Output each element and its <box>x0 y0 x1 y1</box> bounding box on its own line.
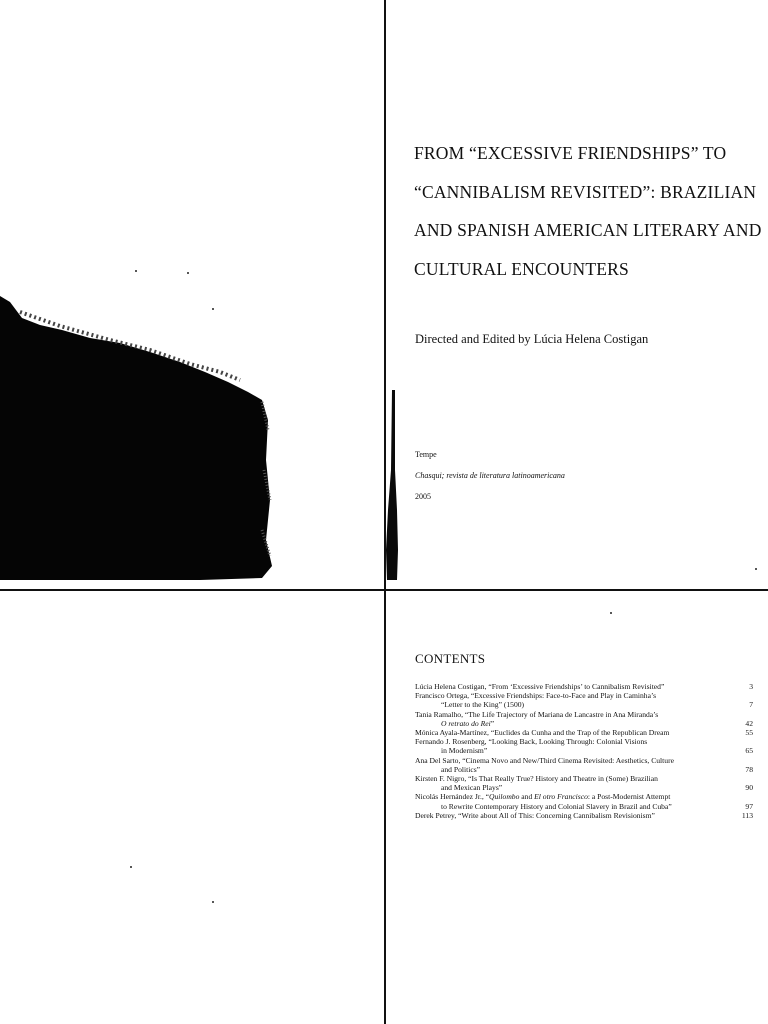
contents-heading: CONTENTS <box>415 651 486 666</box>
speck <box>755 568 757 570</box>
title-line-3: AND SPANISH AMERICAN LITERARY AND <box>414 220 762 240</box>
title-line-4: CULTURAL ENCOUNTERS <box>414 258 629 279</box>
toc-page-number: 42 <box>745 718 753 728</box>
toc-page-number: 55 <box>745 728 753 738</box>
toc-entry <box>415 728 753 737</box>
table-of-contents <box>415 682 753 820</box>
toc-entry <box>415 682 753 691</box>
blank-verso-page <box>0 0 384 589</box>
toc-entry <box>415 737 753 755</box>
toc-page-number: 113 <box>741 810 753 820</box>
contents-page <box>386 591 768 1024</box>
toc-entry <box>415 811 753 820</box>
subtitle-text: : a Post-Modernist Attempt <box>587 792 671 802</box>
toc-entry <box>415 691 753 709</box>
toc-entry-continuation: “Letter to the King” (1500) <box>441 700 525 710</box>
toc-entry-text: Kirsten F. Nigro, “Is That Really True? History and Theatre in (Some) Brazilian <box>415 774 658 784</box>
scan-shadow <box>0 0 384 589</box>
toc-entry-text: Mónica Ayala-Martínez, “Euclides da Cunha and the Trap of the Republican Dream <box>415 728 670 738</box>
book-title <box>414 134 762 288</box>
title-page <box>386 0 768 589</box>
speck <box>212 901 214 903</box>
work-title-italic: O retrato do Rei <box>441 718 491 728</box>
toc-entry-text: Lúcia Helena Costigan, “From ‘Excessive Friendships’ to Cannibalism Revisited” <box>415 682 665 691</box>
toc-page-number: 65 <box>745 746 753 756</box>
publication-year: 2005 <box>415 492 431 501</box>
toc-entry-text: Derek Petrey, “Write about All of This: Concerning Cannibalism Revisionism” <box>415 810 655 820</box>
toc-entry <box>415 756 753 774</box>
toc-page-number: 78 <box>745 764 753 774</box>
toc-page-number: 7 <box>749 700 753 710</box>
publisher-place: Tempe <box>415 450 437 459</box>
author-text: Nicolás Hernández Jr., “ <box>415 792 490 802</box>
toc-entry-text: Fernando J. Rosenberg, “Looking Back, Looking Through: Colonial Visions <box>415 737 648 747</box>
toc-page-number: 90 <box>745 783 753 793</box>
toc-entry-continuation: and Politics” <box>441 764 481 774</box>
toc-entry-continuation: in Modernism” <box>441 746 488 756</box>
work-title-italic: El otro Francisco <box>534 792 588 802</box>
editor-credit: Directed and Edited by Lúcia Helena Costigan <box>415 332 649 346</box>
imprint <box>415 444 565 507</box>
speck <box>610 612 612 614</box>
toc-entry-text: Tania Ramalho, “The Life Trajectory of Mariana de Lancastre in Ana Miranda’s <box>415 709 659 719</box>
speck <box>130 866 132 868</box>
toc-page-number: 3 <box>749 682 753 691</box>
speck <box>135 270 137 272</box>
toc-entry-text <box>415 792 670 801</box>
title-line-2: “CANNIBALISM REVISITED”: BRAZILIAN <box>414 181 757 202</box>
spine-divider <box>384 0 386 1024</box>
toc-entry <box>415 774 753 792</box>
speck <box>212 308 214 310</box>
toc-entry-continuation <box>415 719 733 728</box>
toc-entry-continuation: to Rewrite Contemporary History and Colonial Slavery in Brazil and Cuba” <box>441 801 672 811</box>
toc-page-number: 97 <box>745 801 753 811</box>
toc-entry-text: Francisco Ortega, “Excessive Friendships: Face-to-Face and Play in Caminha’s <box>415 691 657 701</box>
journal-name: Chasqui; revista de literatura latinoamericana <box>415 471 565 480</box>
work-title-italic: Quilombo <box>489 792 520 802</box>
toc-entry <box>415 792 753 810</box>
speck <box>187 272 189 274</box>
toc-entry <box>415 710 753 728</box>
spine-shadow <box>386 380 400 585</box>
connector-text: and <box>519 792 535 802</box>
page-divider <box>0 589 768 591</box>
closing-quote: ” <box>490 718 495 728</box>
blank-page <box>0 591 384 1024</box>
toc-entry-text: Ana Del Sarto, “Cinema Novo and New/Third Cinema Revisited: Aesthetics, Culture <box>415 755 674 765</box>
title-line-1: FROM “EXCESSIVE FRIENDSHIPS” TO <box>414 143 727 163</box>
toc-entry-continuation: and Mexican Plays” <box>441 783 503 793</box>
